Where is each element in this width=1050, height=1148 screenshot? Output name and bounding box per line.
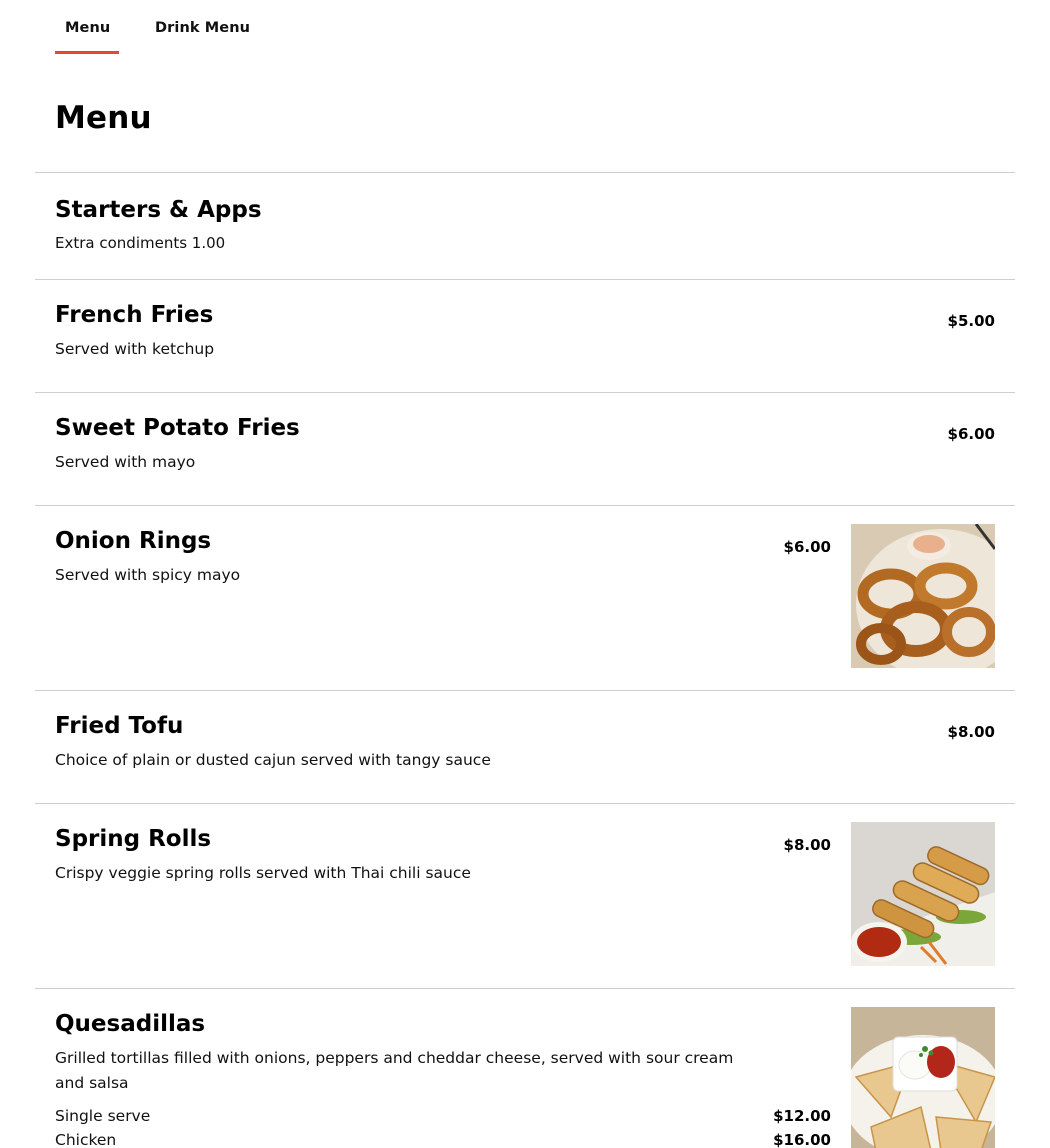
divider bbox=[35, 392, 1015, 393]
divider bbox=[35, 505, 1015, 506]
item-price: $8.00 bbox=[947, 723, 995, 741]
section-description: Extra condiments 1.00 bbox=[55, 234, 226, 252]
variant-label: Single serve bbox=[55, 1107, 151, 1125]
spring-rolls-photo[interactable] bbox=[851, 822, 995, 966]
item-price: $5.00 bbox=[947, 312, 995, 330]
variant-label: Chicken bbox=[55, 1131, 117, 1148]
divider bbox=[35, 279, 1015, 280]
section-title: Starters & Apps bbox=[55, 197, 262, 223]
item-name-french-fries: French Fries bbox=[55, 302, 214, 328]
item-description: Served with spicy mayo bbox=[55, 566, 241, 584]
item-description: Grilled tortillas filled with onions, peppers and cheddar cheese, served with sour cream and salsa bbox=[55, 1049, 734, 1092]
item-name-quesadillas: Quesadillas bbox=[55, 1011, 206, 1037]
item-description: Served with mayo bbox=[55, 453, 196, 471]
quesadillas-photo[interactable] bbox=[851, 1007, 995, 1148]
menu-tabs bbox=[55, 0, 250, 54]
item-description: Crispy veggie spring rolls served with Thai chili sauce bbox=[55, 864, 471, 882]
divider bbox=[35, 803, 1015, 804]
divider bbox=[35, 172, 1015, 173]
item-name-fried-tofu: Fried Tofu bbox=[55, 713, 184, 739]
variant-price: $16.00 bbox=[773, 1131, 831, 1148]
onion-rings-photo[interactable] bbox=[851, 524, 995, 668]
item-price: $8.00 bbox=[783, 836, 831, 854]
divider bbox=[35, 690, 1015, 691]
divider bbox=[35, 988, 1015, 989]
item-name-sweet-potato-fries: Sweet Potato Fries bbox=[55, 415, 300, 441]
item-description: Served with ketchup bbox=[55, 340, 215, 358]
item-price: $6.00 bbox=[947, 425, 995, 443]
variant-price: $12.00 bbox=[773, 1107, 831, 1125]
item-description: Choice of plain or dusted cajun served with tangy sauce bbox=[55, 751, 491, 769]
item-price: $6.00 bbox=[783, 538, 831, 556]
tab-menu[interactable]: Menu bbox=[55, 0, 119, 54]
tab-drink-menu[interactable]: Drink Menu bbox=[155, 20, 251, 36]
item-name-spring-rolls: Spring Rolls bbox=[55, 826, 212, 852]
page-title: Menu bbox=[55, 100, 152, 136]
item-name-onion-rings: Onion Rings bbox=[55, 528, 212, 554]
